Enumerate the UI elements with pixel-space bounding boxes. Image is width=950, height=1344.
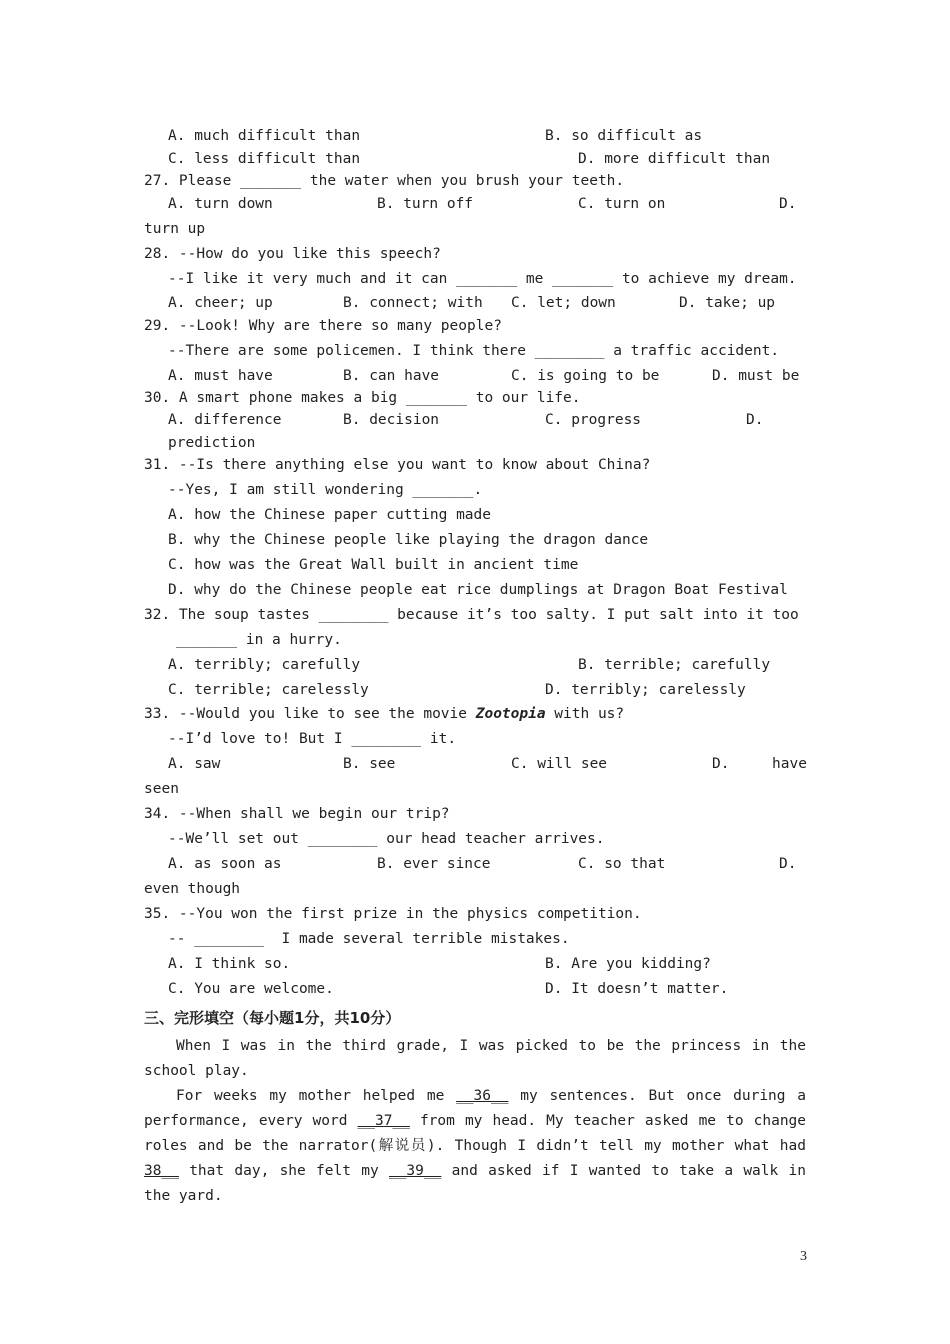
q35-option-d: D. It doesn’t matter.	[545, 981, 729, 997]
q34-option-d-label: D.	[779, 856, 797, 872]
passage-text: For weeks my mother helped me	[176, 1088, 457, 1104]
passage-paragraph-1: When I was in the third grade, I was picked to be the princess in the school play.	[144, 1038, 806, 1079]
q27-option-d-label: D.	[779, 196, 797, 212]
q33-option-d-label: D.	[712, 756, 730, 772]
q31-stem-2: --Yes, I am still wondering _______.	[168, 482, 483, 498]
q30-option-a: A. difference	[168, 412, 282, 428]
q26-option-c: C. less difficult than	[168, 151, 361, 167]
q35-option-a: A. I think so.	[168, 956, 291, 972]
q34-option-c: C. so that	[578, 856, 666, 872]
q33-option-c: C. will see	[511, 756, 608, 772]
q31-option-a: A. how the Chinese paper cutting made	[168, 507, 492, 523]
movie-title: Zootopia	[475, 706, 546, 722]
q32-option-d: D. terribly; carelessly	[545, 682, 746, 698]
q29-option-b: B. can have	[343, 368, 440, 384]
q28-stem-2: --I like it very much and it can _______ me _______ to achieve my dream.	[168, 271, 797, 287]
q31-option-b: B. why the Chinese people like playing the dragon dance	[168, 532, 649, 548]
q34-stem: 34. --When shall we begin our trip?	[144, 806, 450, 822]
passage-text: from my head. My teacher asked me to change roles and be the narrator(解说员). Though I didn’t tell my mother what had	[144, 1113, 807, 1154]
q33-stem-post: with us?	[545, 706, 625, 722]
q35-option-b: B. Are you kidding?	[545, 956, 711, 972]
section-heading: 三、完形填空（每小题1分，共10分）	[144, 1009, 401, 1027]
q33-stem	[144, 705, 624, 723]
blank-39: __39__	[388, 1163, 442, 1179]
passage-text: that day, she felt my	[178, 1163, 389, 1179]
page-number: 3	[800, 1249, 807, 1264]
q32-option-b: B. terrible; carefully	[578, 657, 771, 673]
q28-option-b: B. connect; with	[343, 295, 483, 311]
passage-text: and asked if I wanted to take a walk in the yard.	[144, 1163, 806, 1204]
q33-option-d-text: have	[772, 756, 807, 772]
q34-option-d-text: even though	[144, 881, 241, 897]
q35-stem: 35. --You won the first prize in the physics competition.	[144, 906, 642, 922]
passage-text: my sentences. But once during a performance, every word	[144, 1088, 806, 1129]
q32-stem-2: _______ in a hurry.	[176, 632, 342, 648]
q30-option-d-label: D.	[746, 412, 764, 428]
q33-option-b: B. see	[343, 756, 396, 772]
q35-stem-2: -- ________ I made several terrible mistakes.	[168, 931, 570, 947]
q31-stem: 31. --Is there anything else you want to know about China?	[144, 457, 651, 473]
q27-option-c: C. turn on	[578, 196, 666, 212]
q28-option-d: D. take; up	[679, 295, 776, 311]
q34-stem-2: --We’ll set out ________ our head teacher arrives.	[168, 831, 605, 847]
q30-stem: 30. A smart phone makes a big _______ to our life.	[144, 390, 581, 406]
blank-37: __37__	[357, 1113, 410, 1129]
q30-option-b: B. decision	[343, 412, 440, 428]
q33-stem-pre: 33. --Would you like to see the movie	[144, 706, 476, 722]
q26-option-d: D. more difficult than	[578, 151, 771, 167]
blank-36: __36__	[456, 1088, 509, 1104]
q32-option-a: A. terribly; carefully	[168, 657, 361, 673]
q34-option-a: A. as soon as	[168, 856, 282, 872]
q31-option-d: D. why do the Chinese people eat rice dumplings at Dragon Boat Festival	[168, 582, 788, 598]
q33-option-a: A. saw	[168, 756, 221, 772]
q27-option-b: B. turn off	[377, 196, 474, 212]
q30-option-d-text: prediction	[168, 435, 256, 451]
q32-option-c: C. terrible; carelessly	[168, 682, 369, 698]
q29-option-d: D. must be	[712, 368, 800, 384]
q31-option-c: C. how was the Great Wall built in ancient time	[168, 557, 579, 573]
q29-stem: 29. --Look! Why are there so many people?	[144, 318, 502, 334]
q27-option-d-text: turn up	[144, 221, 206, 237]
q26-option-b: B. so difficult as	[545, 128, 703, 144]
q27-stem: 27. Please _______ the water when you brush your teeth.	[144, 173, 625, 189]
q29-stem-2: --There are some policemen. I think there ________ a traffic accident.	[168, 343, 780, 359]
passage-paragraph-2	[144, 1084, 806, 1209]
q33-option-d-wrap: seen	[144, 781, 179, 797]
blank-38: 38__	[144, 1163, 179, 1179]
q28-option-c: C. let; down	[511, 295, 616, 311]
q30-option-c: C. progress	[545, 412, 642, 428]
q27-option-a: A. turn down	[168, 196, 273, 212]
q26-option-a: A. much difficult than	[168, 128, 361, 144]
q28-option-a: A. cheer; up	[168, 295, 273, 311]
q29-option-a: A. must have	[168, 368, 273, 384]
q28-stem: 28. --How do you like this speech?	[144, 246, 441, 262]
q35-option-c: C. You are welcome.	[168, 981, 334, 997]
q32-stem: 32. The soup tastes ________ because it’s too salty. I put salt into it too	[144, 607, 799, 623]
q34-option-b: B. ever since	[377, 856, 491, 872]
q29-option-c: C. is going to be	[511, 368, 660, 384]
q33-stem-2: --I’d love to! But I ________ it.	[168, 731, 457, 747]
